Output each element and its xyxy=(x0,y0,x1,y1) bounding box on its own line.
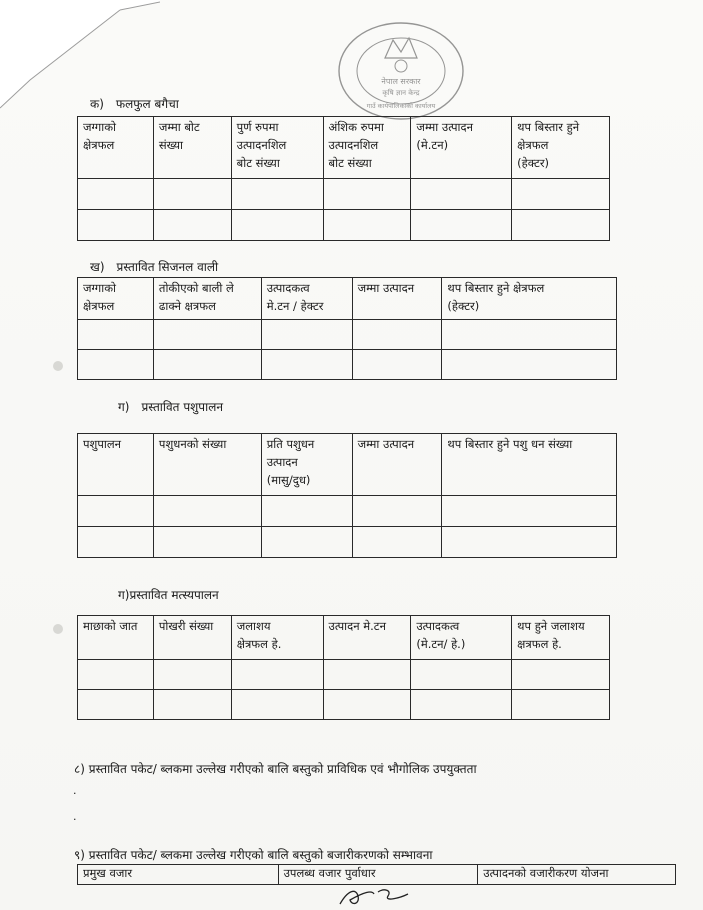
header-cell: पशुधनको संख्या xyxy=(153,434,261,496)
header-cell: थप बिस्तार हुने पशु धन संख्या xyxy=(442,434,617,496)
table-row xyxy=(78,320,617,350)
header-cell: जग्गाको क्षेत्रफल xyxy=(78,278,154,320)
input-cell[interactable] xyxy=(78,690,154,720)
input-cell[interactable] xyxy=(78,210,154,241)
header-cell: जम्मा बोट संख्या xyxy=(153,117,231,179)
header-cell: पुर्ण रुपमा उत्पादनशिल बोट संख्या xyxy=(231,117,323,179)
table-header-row xyxy=(78,117,610,179)
section-kha-mark: ख) xyxy=(90,260,105,274)
input-cell[interactable] xyxy=(78,660,154,690)
input-cell[interactable] xyxy=(323,660,411,690)
input-cell[interactable] xyxy=(153,527,261,558)
header-cell: माछाको जात xyxy=(78,616,154,660)
input-cell[interactable] xyxy=(231,210,323,241)
table-row xyxy=(78,496,617,527)
punch-hole xyxy=(53,624,63,634)
item-9-table xyxy=(77,864,676,885)
signature xyxy=(334,884,414,910)
svg-text:नेपाल सरकार: नेपाल सरकार xyxy=(381,77,421,86)
header-cell: प्रति पशुधन उत्पादन (मासु/दुध) xyxy=(261,434,352,496)
input-cell[interactable] xyxy=(442,496,617,527)
input-cell[interactable] xyxy=(78,350,154,380)
section-ga-fishery-heading xyxy=(118,586,219,603)
section-ka-heading xyxy=(90,95,179,112)
header-cell: तोकीएको बाली ले ढाक्ने क्षत्रफल xyxy=(153,278,261,320)
input-cell[interactable] xyxy=(261,320,352,350)
header-cell: जलाशय क्षेत्रफल हे. xyxy=(231,616,323,660)
header-cell: जम्मा उत्पादन xyxy=(352,278,442,320)
header-cell: उत्पादकत्व (मे.टन/ हे.) xyxy=(411,616,512,660)
input-cell[interactable] xyxy=(512,179,610,210)
section-kha-table xyxy=(77,277,617,380)
svg-text:कृषि ज्ञान केन्द्र: कृषि ज्ञान केन्द्र xyxy=(382,89,420,97)
section-ga-livestock-mark: ग) xyxy=(118,400,130,414)
input-cell[interactable] xyxy=(153,690,231,720)
header-cell: उत्पादन मे.टन xyxy=(323,616,411,660)
section-kha-title: प्रस्तावित सिजनल वाली xyxy=(116,260,219,274)
input-cell[interactable] xyxy=(78,527,154,558)
input-cell[interactable] xyxy=(512,210,610,241)
input-cell[interactable] xyxy=(153,660,231,690)
table-header-row xyxy=(78,865,676,885)
input-cell[interactable] xyxy=(411,660,512,690)
section-kha-heading xyxy=(90,258,218,275)
header-cell: जम्मा उत्पादन xyxy=(352,434,442,496)
header-cell: उत्पादकत्व मे.टन / हेक्टर xyxy=(261,278,352,320)
input-cell[interactable] xyxy=(231,660,323,690)
header-cell: थप हुने जलाशय क्षत्रफल हे. xyxy=(512,616,610,660)
input-cell[interactable] xyxy=(231,179,323,210)
table-row xyxy=(78,210,610,241)
header-cell: थप बिस्तार हुने क्षेत्रफल (हेक्टर) xyxy=(442,278,617,320)
table-header-row xyxy=(78,616,610,660)
header-cell: उत्पादनको वजारीकरण योजना xyxy=(478,865,676,885)
folded-corner xyxy=(0,0,160,110)
table-header-row xyxy=(78,278,617,320)
input-cell[interactable] xyxy=(512,690,610,720)
input-cell[interactable] xyxy=(78,179,154,210)
section-ka-title: फलफुल बगैचा xyxy=(115,97,179,111)
bullet-dot: . xyxy=(73,810,77,823)
svg-text:गाउँ कार्यपालिकाको कार्यालय: गाउँ कार्यपालिकाको कार्यालय xyxy=(366,102,436,110)
input-cell[interactable] xyxy=(153,179,231,210)
header-cell: अंशिक रुपमा उत्पादनशिल बोट संख्या xyxy=(323,117,411,179)
input-cell[interactable] xyxy=(411,179,512,210)
input-cell[interactable] xyxy=(411,690,512,720)
input-cell[interactable] xyxy=(352,350,442,380)
input-cell[interactable] xyxy=(352,527,442,558)
input-cell[interactable] xyxy=(323,179,411,210)
input-cell[interactable] xyxy=(323,210,411,241)
input-cell[interactable] xyxy=(442,527,617,558)
input-cell[interactable] xyxy=(323,690,411,720)
input-cell[interactable] xyxy=(261,527,352,558)
table-row xyxy=(78,690,610,720)
input-cell[interactable] xyxy=(411,210,512,241)
section-ga-fishery-table xyxy=(77,615,610,720)
header-cell: थप बिस्तार हुने क्षेत्रफल (हेक्टर) xyxy=(512,117,610,179)
section-ga-fishery-title: प्रस्तावित मत्स्यपालन xyxy=(129,588,219,602)
input-cell[interactable] xyxy=(153,350,261,380)
section-ga-fishery-mark: ग) xyxy=(118,588,130,602)
section-ka-table xyxy=(77,116,610,241)
input-cell[interactable] xyxy=(261,496,352,527)
input-cell[interactable] xyxy=(78,496,154,527)
input-cell[interactable] xyxy=(153,320,261,350)
header-cell: पोखरी संख्या xyxy=(153,616,231,660)
table-row xyxy=(78,350,617,380)
input-cell[interactable] xyxy=(261,350,352,380)
item-8-text: ८) प्रस्तावित पकेट/ ब्लकमा उल्लेख गरीएको बालि बस्तुको प्राविधिक एवं भौगोलिक उपयुक्तता xyxy=(74,762,477,776)
input-cell[interactable] xyxy=(442,350,617,380)
header-cell: जम्मा उत्पादन (मे.टन) xyxy=(411,117,512,179)
input-cell[interactable] xyxy=(153,210,231,241)
office-seal xyxy=(335,18,467,124)
section-ka-mark: क) xyxy=(90,97,104,111)
bullet-dot: . xyxy=(73,784,77,797)
header-cell: जग्गाको क्षेत्रफल xyxy=(78,117,154,179)
table-row xyxy=(78,179,610,210)
input-cell[interactable] xyxy=(352,320,442,350)
section-ga-livestock-heading xyxy=(118,398,223,415)
input-cell[interactable] xyxy=(153,496,261,527)
section-ga-livestock-table xyxy=(77,433,617,558)
header-cell: पशुपालन xyxy=(78,434,154,496)
punch-hole xyxy=(53,361,63,371)
item-9-text: ९) प्रस्तावित पकेट/ ब्लकमा उल्लेख गरीएको बालि बस्तुको बजारीकरणको सम्भावना xyxy=(74,848,433,862)
input-cell[interactable] xyxy=(78,320,154,350)
input-cell[interactable] xyxy=(442,320,617,350)
table-header-row xyxy=(78,434,617,496)
header-cell: प्रमुख वजार xyxy=(78,865,279,885)
input-cell[interactable] xyxy=(352,496,442,527)
input-cell[interactable] xyxy=(512,660,610,690)
section-ga-livestock-title: प्रस्तावित पशुपालन xyxy=(141,400,224,414)
table-row xyxy=(78,660,610,690)
header-cell: उपलब्ध वजार पुर्वाधार xyxy=(278,865,478,885)
input-cell[interactable] xyxy=(231,690,323,720)
table-row xyxy=(78,527,617,558)
